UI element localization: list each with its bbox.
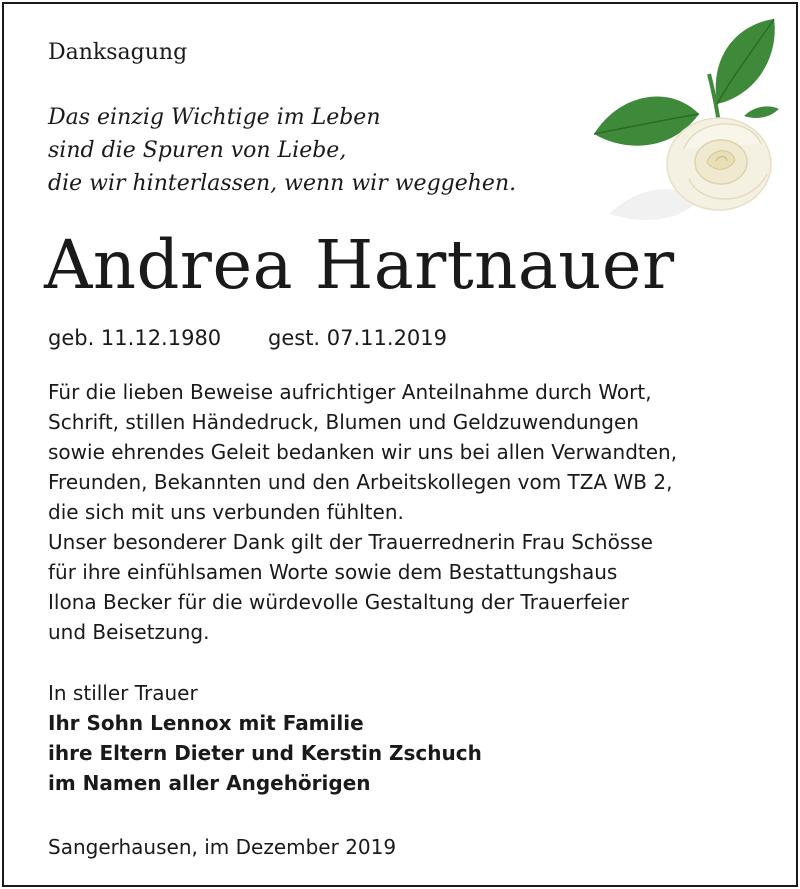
place-date: Sangerhausen, im Dezember 2019 [48,835,397,859]
death-date: gest. 07.11.2019 [268,326,448,350]
body-line: für ihre einfühlsamen Worte sowie dem Bestattungshaus [48,560,618,584]
body-line: Unser besonderer Dank gilt der Trauerrednerin Frau Schösse [48,530,653,554]
quote-line: die wir hinterlassen, wenn wir weggehen. [48,171,517,196]
body-line: und Beisetzung. [48,620,210,644]
body-line: Ilona Becker für die würdevolle Gestaltung der Trauerfeier [48,590,629,614]
obituary-notice [2,2,798,887]
mourner-line: im Namen aller Angehörigen [48,771,371,795]
mourning-label: In stiller Trauer [48,681,198,705]
mourner-line: ihre Eltern Dieter und Kerstin Zschuch [48,741,482,765]
white-rose-icon [589,14,794,234]
quote-line: Das einzig Wichtige im Leben [48,105,381,130]
body-line: Für die lieben Beweise aufrichtiger Anteilnahme durch Wort, [48,380,652,404]
body-line: sowie ehrendes Geleit bedanken wir uns bei allen Verwandten, [48,440,678,464]
body-line: die sich mit uns verbunden fühlten. [48,500,404,524]
body-line: Schrift, stillen Händedruck, Blumen und Geldzuwendungen [48,410,639,434]
quote-line: sind die Spuren von Liebe, [48,138,347,163]
body-line: Freunden, Bekannten und den Arbeitskollegen vom TZA WB 2, [48,470,673,494]
notice-heading: Danksagung [48,40,188,65]
birth-date: geb. 11.12.1980 [48,326,222,350]
mourner-line: Ihr Sohn Lennox mit Familie [48,711,364,735]
deceased-name: Andrea Hartnauer [44,226,675,304]
